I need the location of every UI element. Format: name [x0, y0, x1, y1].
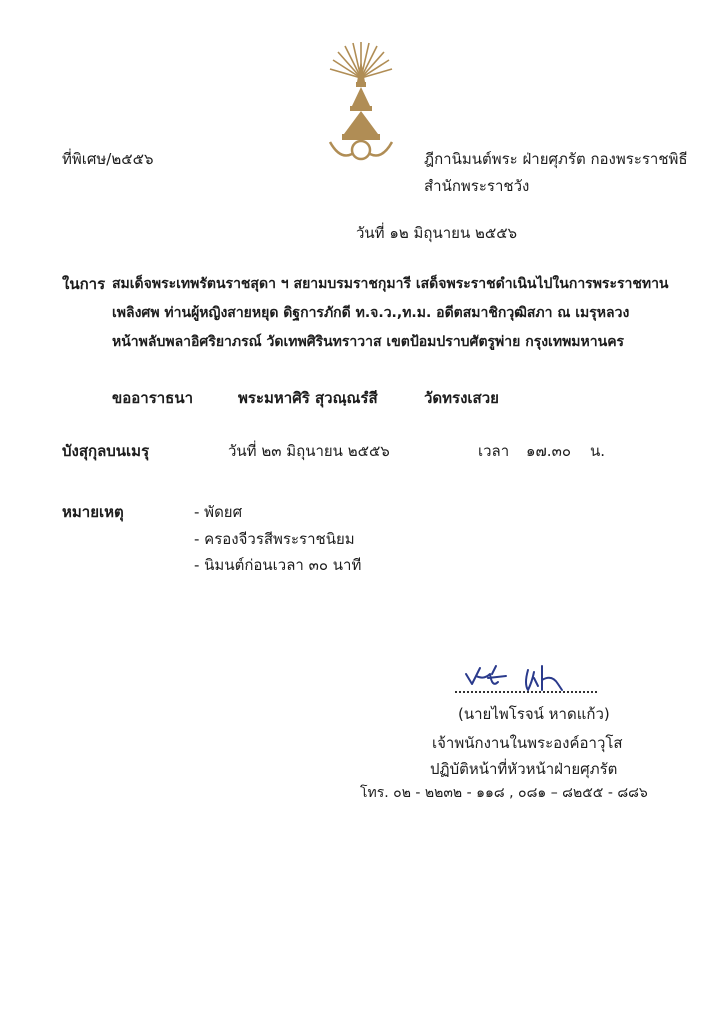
signatory-position-1: เจ้าพนักงานในพระองค์อาวุโส: [432, 734, 623, 752]
occasion-line-1: สมเด็จพระเทพรัตนราชสุดา ฯ สยามบรมราชกุมารี เสด็จพระราชดำเนินไปในการพระราชทาน: [112, 276, 669, 292]
note-item: - ครองจีวรสีพระราชนิยม: [194, 530, 355, 548]
document-date: วันที่ ๑๒ มิถุนายน ๒๕๕๖: [356, 224, 518, 242]
signatory-name: (นายไพโรจน์ หาดแก้ว): [458, 705, 610, 723]
ceremony-date: วันที่ ๒๓ มิถุนายน ๒๕๕๖: [228, 442, 390, 460]
note-item: - นิมนต์ก่อนเวลา ๓๐ นาที: [194, 556, 362, 574]
ceremony-time-label: เวลา: [478, 442, 510, 460]
invitation-label: ขออาราธนา: [112, 389, 194, 407]
ceremony-label: บังสุกุลบนเมรุ: [62, 442, 150, 460]
note-item: - พัดยศ: [194, 503, 243, 521]
ceremony-time: ๑๗.๓๐: [526, 442, 571, 460]
notes-label: หมายเหตุ: [62, 503, 124, 521]
office-line-1: ฎีกานิมนต์พระ ฝ่ายศุภรัต กองพระราชพิธี: [424, 150, 688, 168]
monk-name: พระมหาศิริ สุวณฺณรํสี: [238, 389, 378, 407]
signatory-position-2: ปฏิบัติหน้าที่หัวหน้าฝ่ายศุภรัต: [430, 760, 618, 778]
office-line-2: สำนักพระราชวัง: [424, 177, 530, 195]
royal-emblem-icon: [326, 38, 396, 164]
occasion-line-2: เพลิงศพ ท่านผู้หญิงสายหยุด ดิฐการภักดี ท.จ.ว.,ท.ม. อดีตสมาชิกวุฒิสภา ณ เมรุหลวง: [112, 305, 630, 321]
signature-line: [455, 691, 597, 693]
document-reference: ที่พิเศษ/๒๕๕๖: [62, 150, 154, 168]
ceremony-time-unit: น.: [590, 442, 606, 460]
temple-name: วัดทรงเสวย: [424, 389, 499, 407]
occasion-label: ในการ: [62, 275, 106, 293]
contact-phone: โทร. ๐๒ - ๒๒๓๒ - ๑๑๘ , ๐๘๑ – ๘๒๕๕ - ๘๘๖: [360, 785, 648, 801]
occasion-line-3: หน้าพลับพลาอิศริยาภรณ์ วัดเทพศิรินทราวาส เขตป้อมปราบศัตรูพ่าย กรุงเทพมหานคร: [112, 334, 625, 350]
